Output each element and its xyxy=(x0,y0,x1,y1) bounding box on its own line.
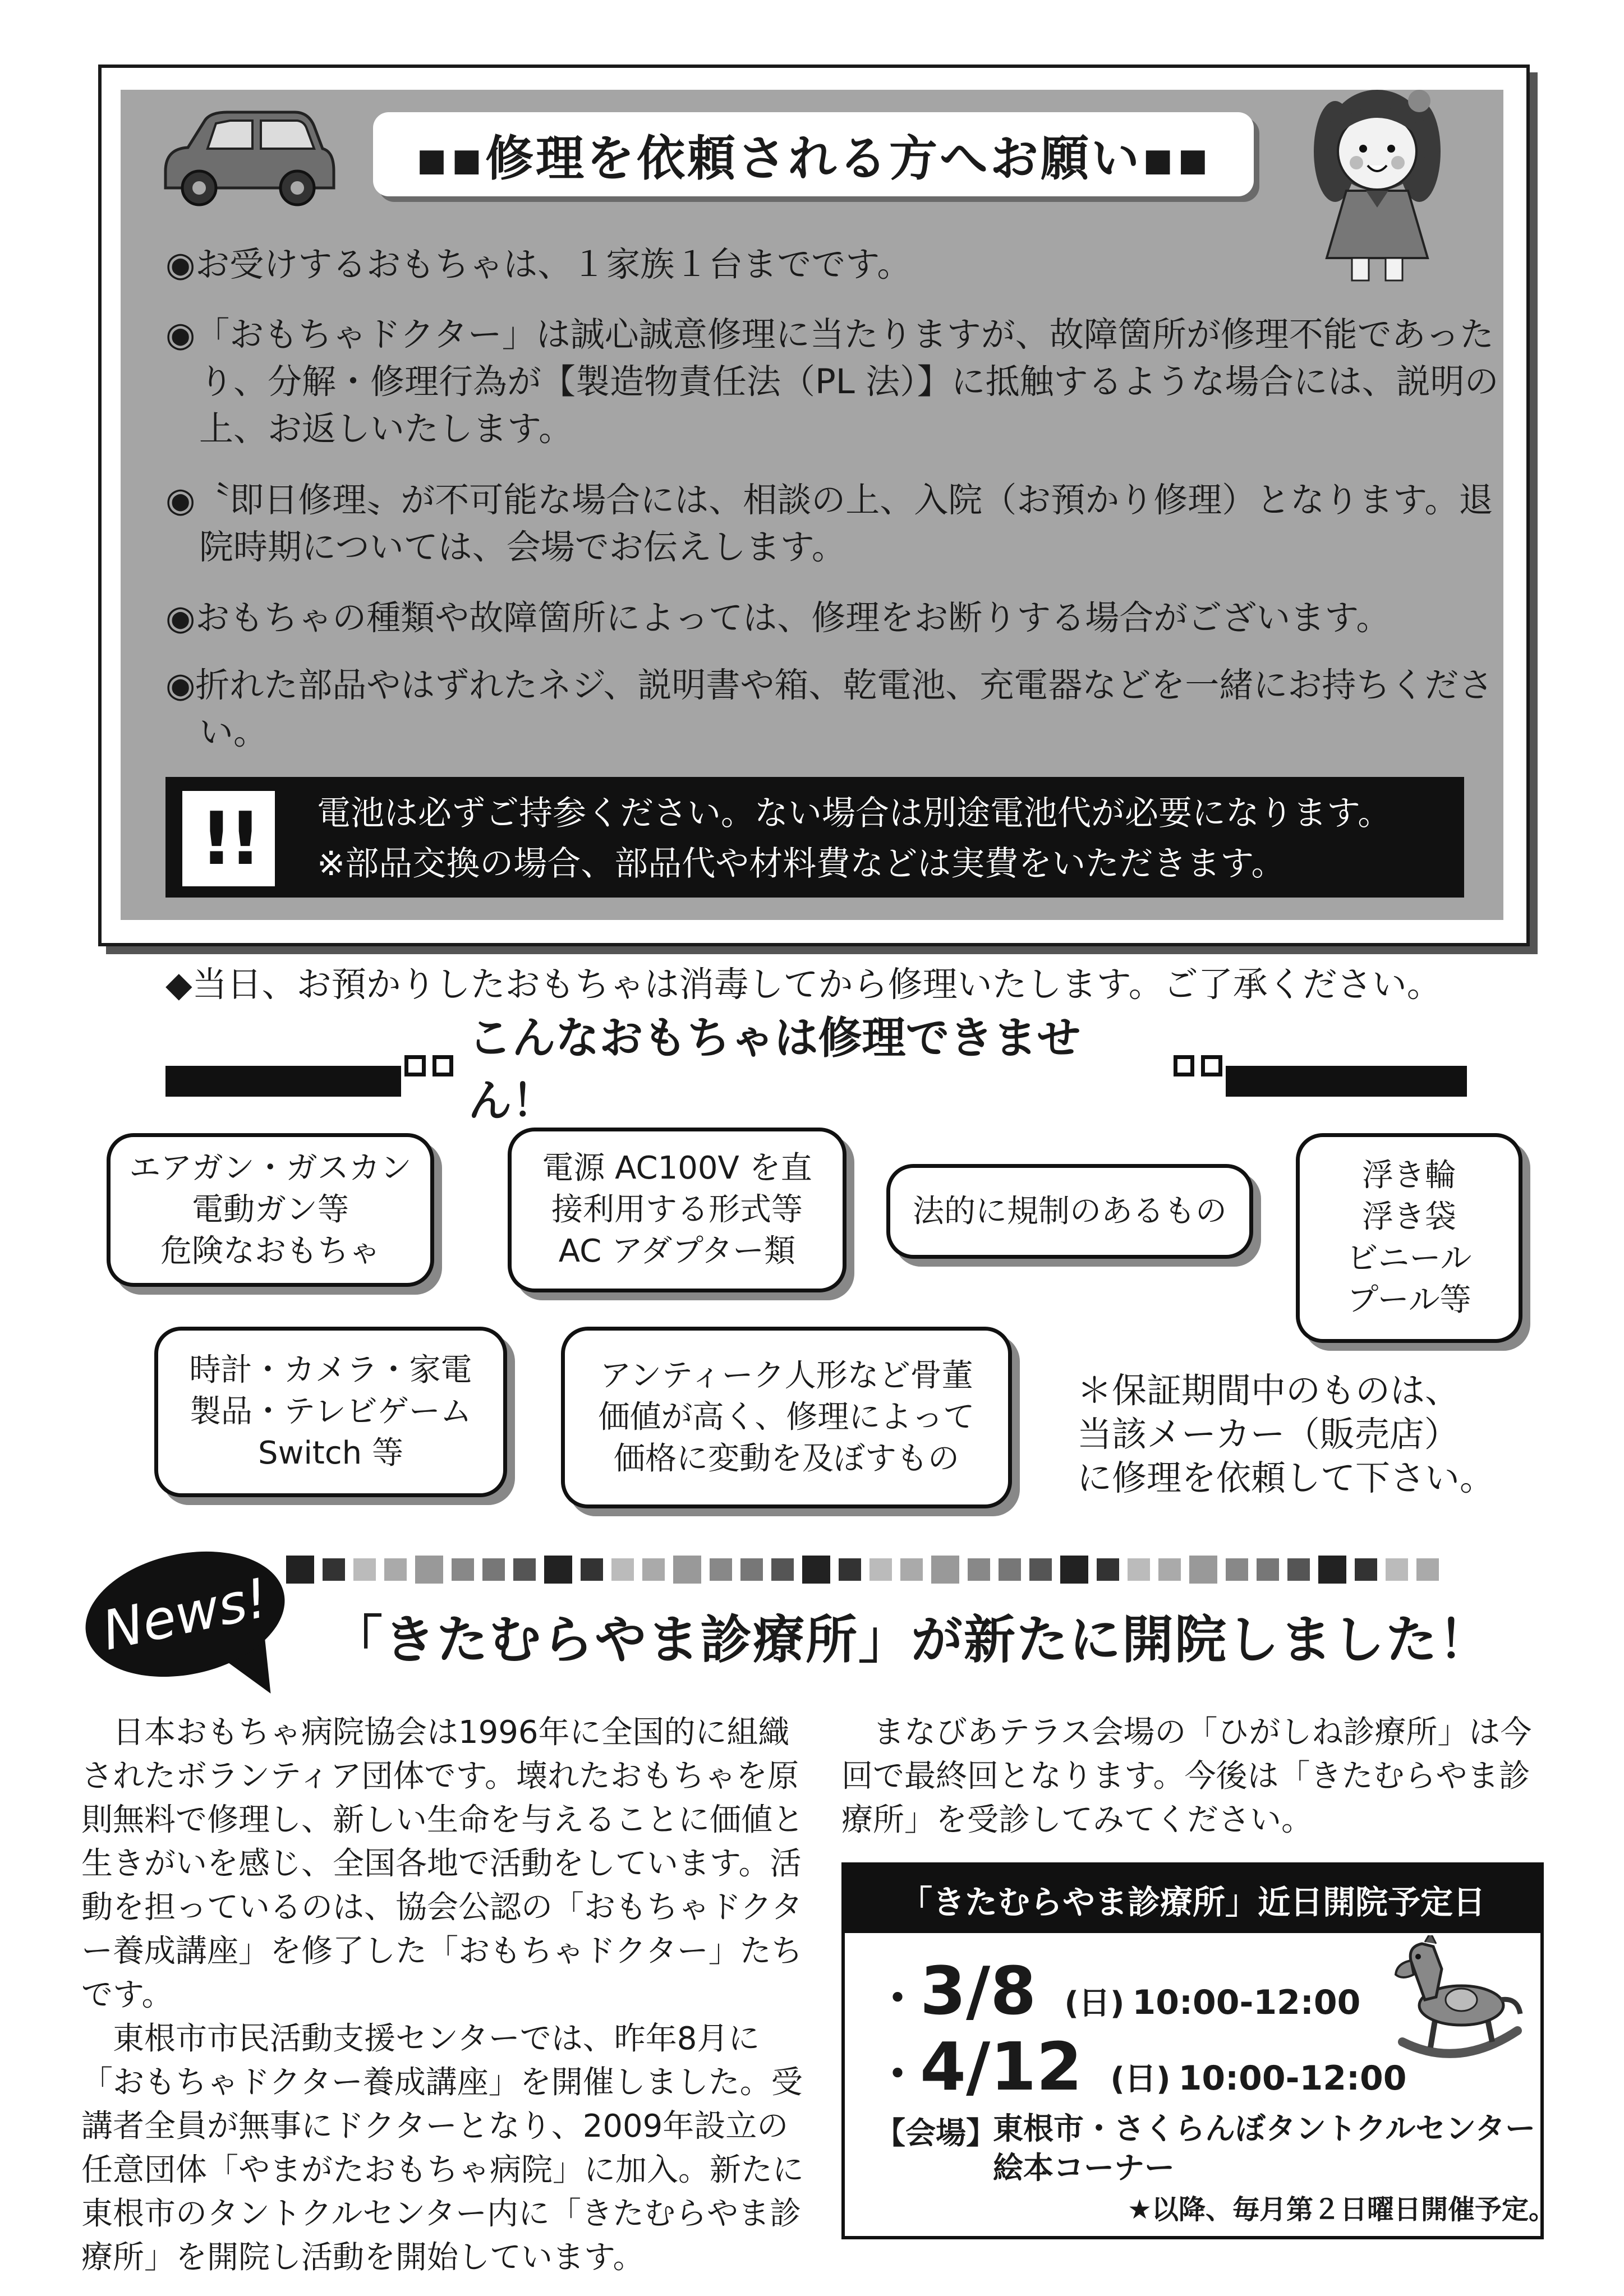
venue-line: 東根市・さくらんぼタントクルセンター xyxy=(993,2111,1536,2146)
decorative-square xyxy=(1386,1558,1408,1581)
decorative-square xyxy=(740,1558,763,1581)
square-icon xyxy=(1174,1055,1195,1076)
decorative-square xyxy=(869,1558,892,1581)
news-paragraph-2: 東根市市民活動支援センターでは、昨年8月に「おもちゃドクター養成講座」を開催しました。受講者全員が無事にドクターとなり、2009年設立の任意団体「やまがたおもちゃ病院」に加入。新たに東根市のタントクルセンター内に「きたむらやま診療所」を開院し活動を開始しています。 xyxy=(81,2021,804,2276)
box-line: 時計・カメラ・家電 xyxy=(189,1352,472,1388)
decorative-square xyxy=(353,1558,376,1581)
decorative-square xyxy=(642,1558,665,1581)
square-icon xyxy=(1201,1055,1222,1076)
box-line: AC アダプター類 xyxy=(558,1233,796,1269)
warranty-line: に修理を依頼して下さい。 xyxy=(1077,1457,1495,1498)
decorative-square xyxy=(1416,1558,1439,1581)
warranty-note xyxy=(1077,1369,1494,1500)
warning-line-1: 電池は必ずご持参ください。ない場合は別途電池代が必要になります。 xyxy=(317,794,1392,833)
schedule-date: 3/8 xyxy=(920,1952,1037,2030)
schedule-time: 10:00-12:00 xyxy=(1132,1983,1361,2022)
decorative-square xyxy=(611,1558,634,1581)
request-item-4: ◉おもちゃの種類や故障箇所によっては、修理をお断りする場合がございます。 xyxy=(165,598,1391,638)
request-item-5: ◉折れた部品やはずれたネジ、説明書や箱、乾電池、充電器などを一緒にお持ちください。 xyxy=(165,665,1493,752)
decorative-square xyxy=(1355,1558,1377,1581)
decorative-square xyxy=(482,1558,505,1581)
schedule-day: (日) xyxy=(1110,2061,1171,2097)
box-line: アンティーク人形など骨董 xyxy=(600,1358,973,1394)
news-right-column xyxy=(841,1711,1554,1842)
schedule-time: 10:00-12:00 xyxy=(1178,2059,1407,2098)
warning-line-2: ※部品交換の場合、部品代や材料費などは実費をいただきます。 xyxy=(317,844,1285,884)
decorative-square xyxy=(771,1558,794,1581)
cannot-box-dangerous xyxy=(107,1133,434,1287)
box-line: ビニール xyxy=(1346,1240,1472,1277)
rocking-horse-illustration xyxy=(1391,1935,1526,2064)
decorative-square xyxy=(513,1558,536,1581)
cannot-box-inflatables xyxy=(1296,1133,1522,1343)
box-line: 電源 AC100V を直 xyxy=(542,1150,812,1186)
decorative-square xyxy=(1097,1558,1119,1581)
exclamation-icon: !! xyxy=(182,791,275,886)
decorative-square xyxy=(1128,1558,1150,1581)
decorative-square xyxy=(581,1558,603,1581)
cannot-box-ac-power xyxy=(508,1128,846,1292)
news-bubble: News! xyxy=(74,1534,297,1694)
cannot-box-electronics xyxy=(154,1327,507,1497)
box-line: 価値が高く、修理によって xyxy=(598,1399,975,1435)
decorative-square xyxy=(1158,1558,1181,1581)
decorative-square xyxy=(802,1556,830,1584)
venue-line: 絵本コーナー xyxy=(993,2150,1175,2185)
request-item-3: ◉〝即日修理〟が不可能な場合には、相談の上、入院（お預かり修理）となります。退院時期については、会場でお伝えします。 xyxy=(165,480,1493,567)
decorative-square xyxy=(710,1558,732,1581)
bullet: ・ xyxy=(875,1972,920,2024)
decorative-square xyxy=(384,1558,407,1581)
square-icon xyxy=(433,1055,454,1076)
decorative-square xyxy=(839,1558,861,1581)
cannot-repair-title-text: こんなおもちゃは修理できません！ xyxy=(468,1013,1081,1126)
request-title: ▪▪修理を依頼される方へお願い▪▪ xyxy=(373,112,1254,196)
decorative-square xyxy=(1226,1558,1248,1581)
cannot-repair-title xyxy=(401,1013,1226,1126)
decorative-square xyxy=(286,1556,314,1584)
box-line: 価格に変動を及ぼすもの xyxy=(614,1441,959,1477)
car-illustration xyxy=(154,104,339,210)
bullet: ・ xyxy=(875,2048,920,2100)
decorative-square xyxy=(1287,1558,1310,1581)
venue-label: 【会場】 xyxy=(875,2115,996,2151)
warranty-line: 当該メーカー（販売店） xyxy=(1077,1414,1459,1455)
decorative-square-row xyxy=(286,1554,1492,1585)
schedule-day: (日) xyxy=(1064,1985,1125,2022)
schedule-date: 4/12 xyxy=(920,2028,1083,2105)
decorative-square xyxy=(673,1556,701,1584)
box-line: 浮き輪 xyxy=(1362,1157,1456,1194)
box-line: 電動ガン等 xyxy=(192,1191,349,1228)
square-icon xyxy=(404,1055,426,1076)
news-paragraph-1: 日本おもちゃ病院協会は1996年に全国的に組織されたボランティア団体です。壊れたおもちゃを原則無料で修理し、新しい生命を与えることに価値と生きがいを感じ、全国各地で活動をしています。活動を担っているのは、協会公認の「おもちゃドクター養成講座」を修了した「おもちゃドクター」たちです。 xyxy=(81,1714,804,2013)
schedule-header: 「きたむらやま診療所」近日開院予定日 xyxy=(845,1866,1540,1933)
news-left-column xyxy=(81,1711,811,2280)
decorative-square xyxy=(544,1556,572,1584)
news-paragraph-3: まなびあテラス会場の「ひがしね診療所」は今回で最終回となります。今後は「きたむらやま診療所」を受診してみてください。 xyxy=(841,1714,1532,1838)
box-line: 接利用する形式等 xyxy=(551,1191,803,1228)
schedule-row-1 xyxy=(875,1952,1360,2030)
decorative-square xyxy=(900,1558,923,1581)
box-line: 製品・テレビゲーム xyxy=(190,1393,472,1430)
box-line: 法的に規制のあるもの xyxy=(913,1193,1227,1230)
schedule-note: ★以降、毎月第２日曜日開催予定。 xyxy=(1128,2194,1556,2225)
request-item-2: ◉「おもちゃドクター」は誠心誠意修理に当たりますが、故障箇所が修理不能であったり、分解・修理行為が【製造物責任法（PL 法）】に抵触するような場合には、説明の上、お返しいたします。 xyxy=(165,315,1499,449)
box-line: 危険なおもちゃ xyxy=(160,1233,380,1269)
decorative-square xyxy=(415,1556,443,1584)
warranty-line: ＊保証期間中のものは、 xyxy=(1077,1370,1460,1411)
decorative-square xyxy=(931,1556,959,1584)
decorative-square xyxy=(1029,1558,1052,1581)
box-line: Switch 等 xyxy=(258,1435,403,1471)
decorative-square xyxy=(968,1558,990,1581)
schedule-row-2 xyxy=(875,2028,1406,2105)
venue-name xyxy=(993,2109,1535,2188)
box-line: プール等 xyxy=(1347,1282,1471,1318)
box-line: 浮き袋 xyxy=(1362,1199,1456,1235)
decorative-square xyxy=(323,1558,345,1581)
decorative-square xyxy=(1189,1556,1217,1584)
box-line: エアガン・ガスカン xyxy=(129,1150,412,1186)
decorative-square xyxy=(1257,1558,1279,1581)
cannot-box-antiques xyxy=(561,1327,1012,1508)
decorative-square xyxy=(999,1558,1021,1581)
cannot-box-regulated xyxy=(886,1164,1253,1259)
news-headline: 「きたむらやま診療所」が新たに開院しました！ xyxy=(331,1610,1492,1670)
decorative-square xyxy=(1318,1556,1346,1584)
decorative-square xyxy=(1060,1556,1088,1584)
disinfection-notice: ◆当日、お預かりしたおもちゃは消毒してから修理いたします。ご了承ください。 xyxy=(165,964,1442,1005)
request-item-1: ◉お受けするおもちゃは、１家族１台までです。 xyxy=(165,245,912,284)
decorative-square xyxy=(452,1558,474,1581)
